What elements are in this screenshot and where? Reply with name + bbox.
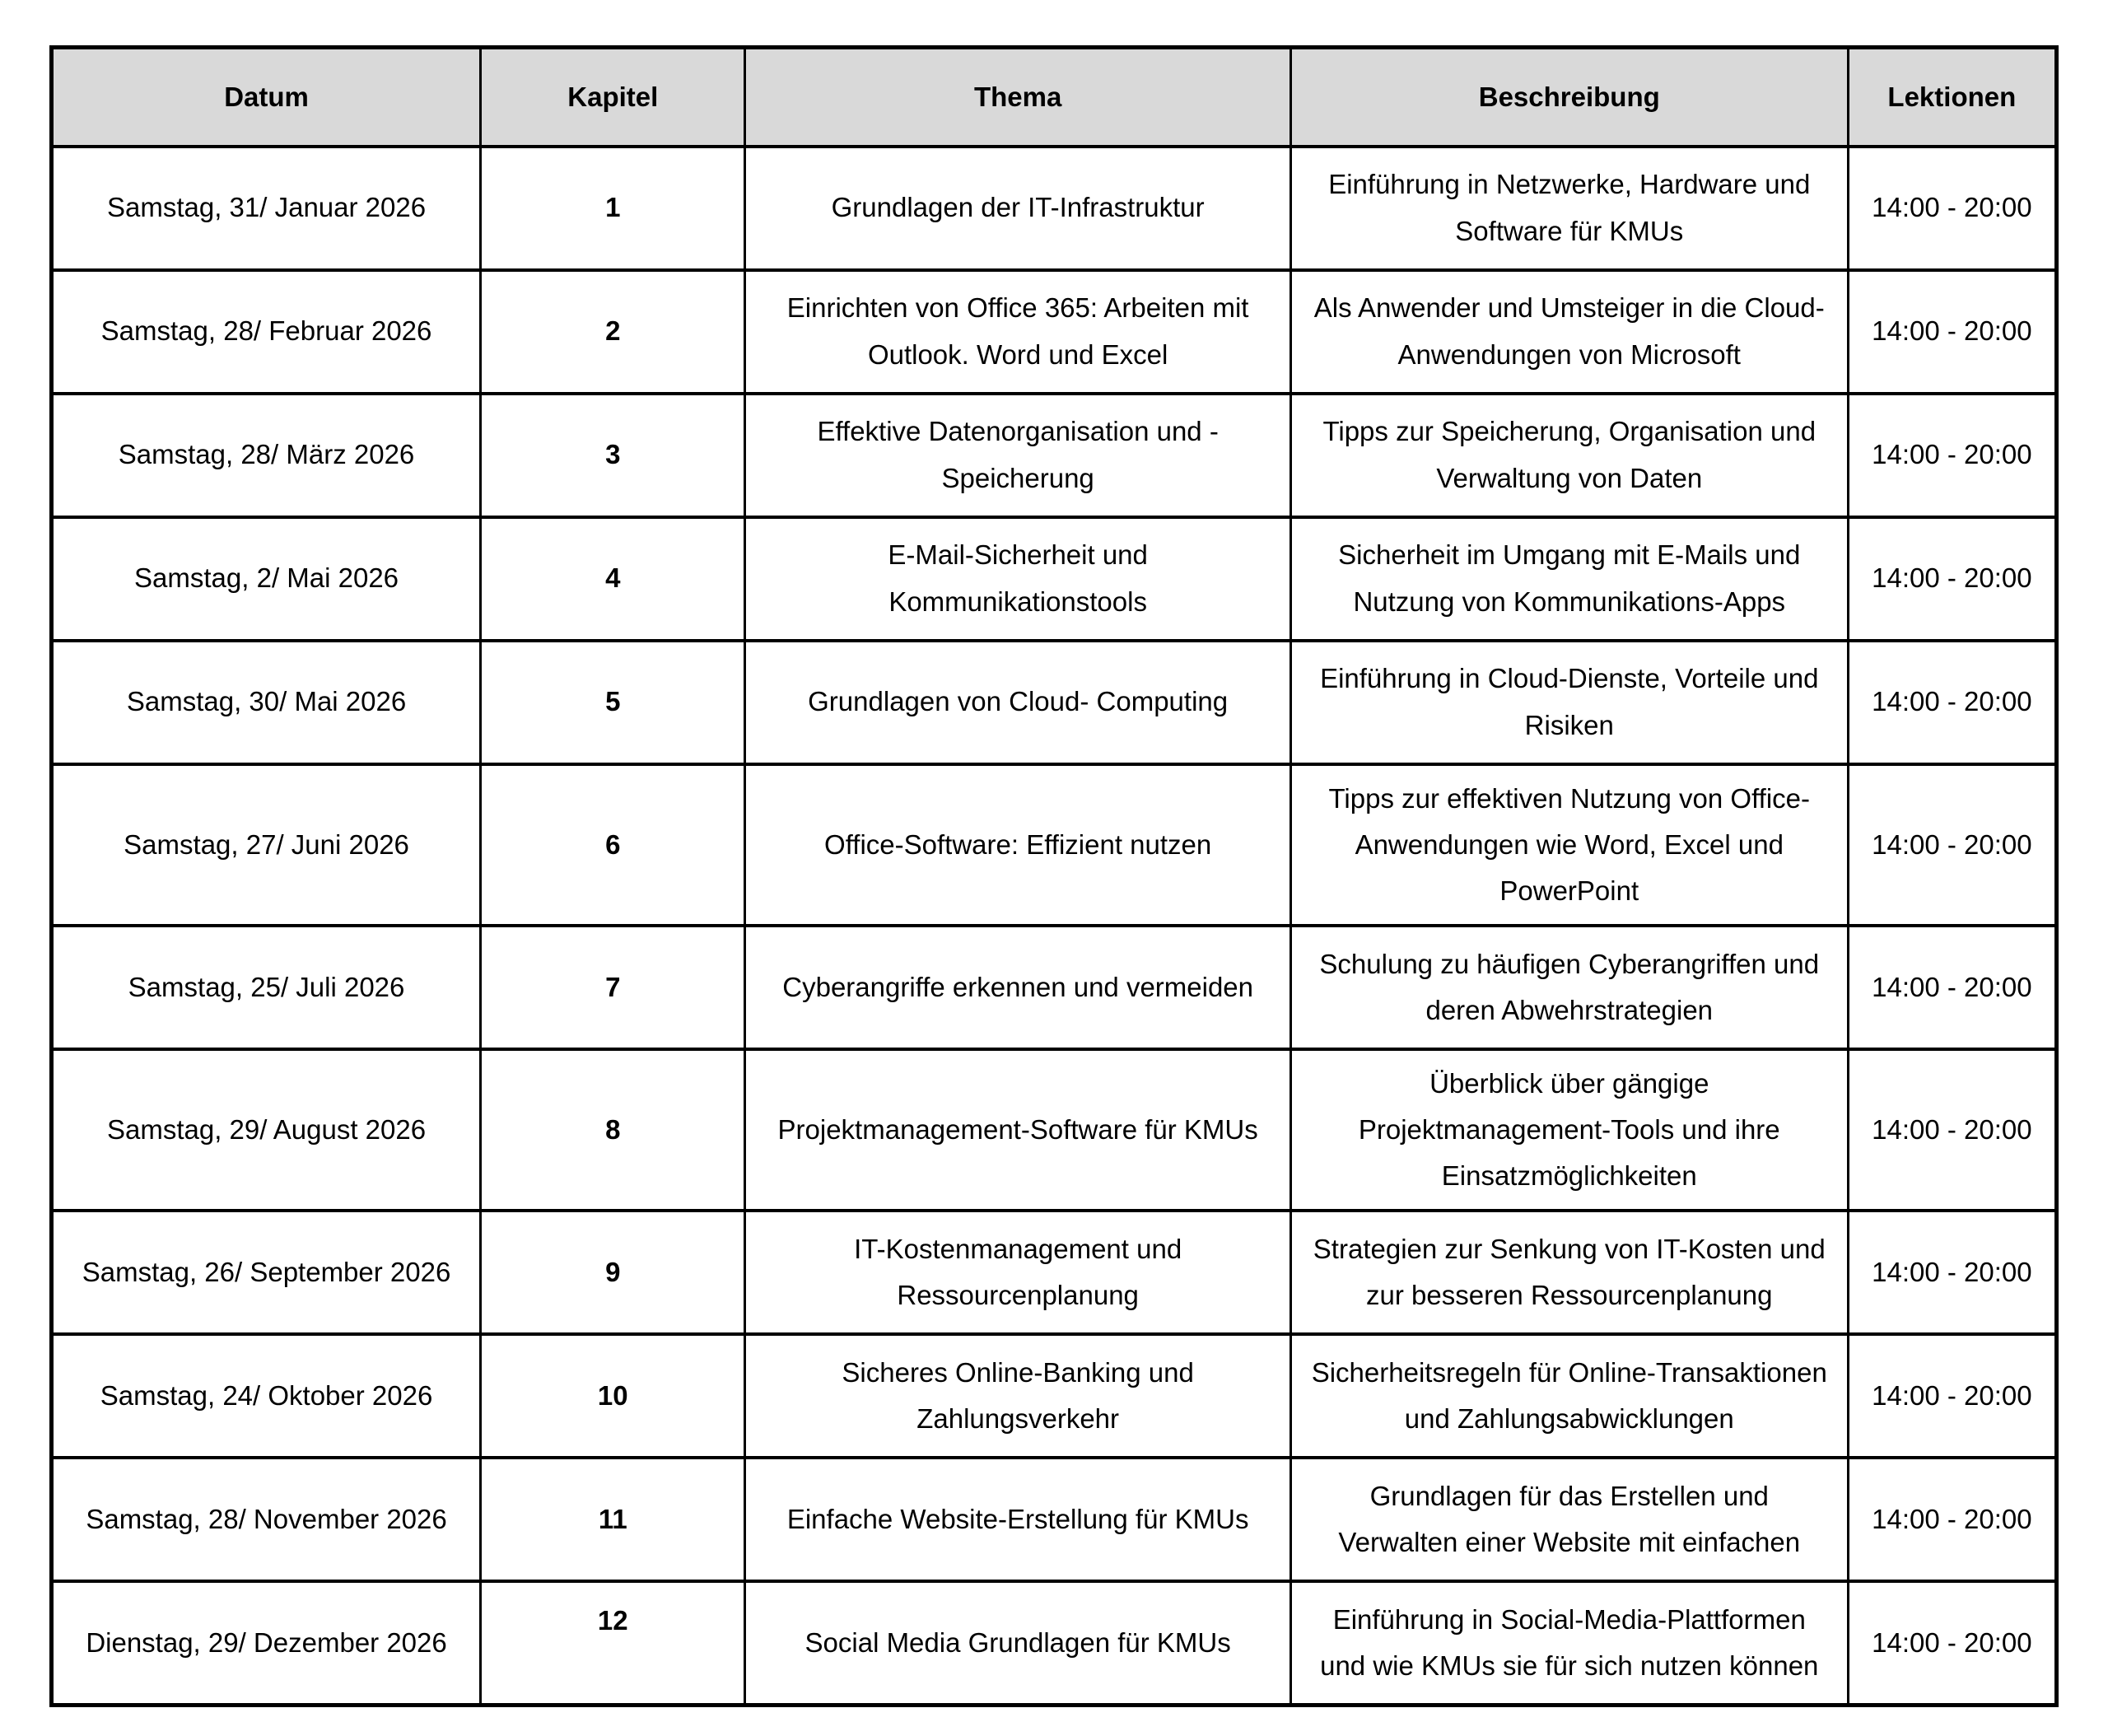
table-row (52, 147, 2057, 270)
column-header-kapitel: Kapitel (481, 48, 745, 147)
cell-beschreibung: Als Anwender und Umsteiger in die Cloud-Anwendungen von Microsoft (1290, 270, 1848, 394)
table-row (52, 1334, 2057, 1458)
cell-kapitel: 3 (481, 394, 745, 517)
table-row (52, 1581, 2057, 1705)
cell-thema: Cyberangriffe erkennen und vermeiden (745, 926, 1290, 1049)
cell-datum: Samstag, 24/ Oktober 2026 (52, 1334, 481, 1458)
cell-thema: Einrichten von Office 365: Arbeiten mit Outlook. Word und Excel (745, 270, 1290, 394)
cell-lektionen: 14:00 - 20:00 (1848, 1334, 2056, 1458)
cell-beschreibung: Tipps zur Speicherung, Organisation und Verwaltung von Daten (1290, 394, 1848, 517)
cell-lektionen: 14:00 - 20:00 (1848, 394, 2056, 517)
cell-datum: Samstag, 26/ September 2026 (52, 1211, 481, 1334)
cell-thema: Grundlagen der IT-Infrastruktur (745, 147, 1290, 270)
table-row (52, 1049, 2057, 1211)
cell-datum: Samstag, 25/ Juli 2026 (52, 926, 481, 1049)
cell-kapitel: 9 (481, 1211, 745, 1334)
cell-thema: Social Media Grundlagen für KMUs (745, 1581, 1290, 1705)
cell-kapitel: 6 (481, 764, 745, 926)
cell-thema: E-Mail-Sicherheit und Kommunikationstools (745, 517, 1290, 641)
cell-beschreibung: Schulung zu häufigen Cyberangriffen und deren Abwehrstrategien (1290, 926, 1848, 1049)
table-row (52, 270, 2057, 394)
cell-lektionen: 14:00 - 20:00 (1848, 270, 2056, 394)
cell-thema: Projektmanagement-Software für KMUs (745, 1049, 1290, 1211)
table-row (52, 926, 2057, 1049)
table-row (52, 394, 2057, 517)
column-header-lektionen: Lektionen (1848, 48, 2056, 147)
cell-thema: Effektive Datenorganisation und - Speicherung (745, 394, 1290, 517)
cell-lektionen: 14:00 - 20:00 (1848, 926, 2056, 1049)
cell-thema: Grundlagen von Cloud- Computing (745, 641, 1290, 764)
cell-lektionen: 14:00 - 20:00 (1848, 641, 2056, 764)
cell-datum: Dienstag, 29/ Dezember 2026 (52, 1581, 481, 1705)
cell-lektionen: 14:00 - 20:00 (1848, 517, 2056, 641)
cell-datum: Samstag, 27/ Juni 2026 (52, 764, 481, 926)
cell-kapitel: 1 (481, 147, 745, 270)
column-header-datum: Datum (52, 48, 481, 147)
cell-thema: Sicheres Online-Banking und Zahlungsverkehr (745, 1334, 1290, 1458)
cell-beschreibung: Einführung in Social-Media-Plattformen und wie KMUs sie für sich nutzen können (1290, 1581, 1848, 1705)
cell-datum: Samstag, 31/ Januar 2026 (52, 147, 481, 270)
cell-datum: Samstag, 29/ August 2026 (52, 1049, 481, 1211)
cell-datum: Samstag, 2/ Mai 2026 (52, 517, 481, 641)
cell-lektionen: 14:00 - 20:00 (1848, 1581, 2056, 1705)
header-row (52, 48, 2057, 147)
cell-kapitel: 12 (481, 1581, 745, 1705)
cell-beschreibung: Sicherheit im Umgang mit E-Mails und Nutzung von Kommunikations-Apps (1290, 517, 1848, 641)
table-row (52, 1211, 2057, 1334)
course-schedule-table (49, 45, 2059, 1707)
cell-beschreibung: Grundlagen für das Erstellen und Verwalten einer Website mit einfachen (1290, 1458, 1848, 1581)
table-row (52, 641, 2057, 764)
cell-datum: Samstag, 30/ Mai 2026 (52, 641, 481, 764)
cell-beschreibung: Einführung in Netzwerke, Hardware und Software für KMUs (1290, 147, 1848, 270)
cell-beschreibung: Strategien zur Senkung von IT-Kosten und zur besseren Ressourcenplanung (1290, 1211, 1848, 1334)
cell-beschreibung: Tipps zur effektiven Nutzung von Office-Anwendungen wie Word, Excel und PowerPoint (1290, 764, 1848, 926)
table-row (52, 1458, 2057, 1581)
column-header-beschreibung: Beschreibung (1290, 48, 1848, 147)
cell-lektionen: 14:00 - 20:00 (1848, 1211, 2056, 1334)
cell-lektionen: 14:00 - 20:00 (1848, 1458, 2056, 1581)
cell-datum: Samstag, 28/ November 2026 (52, 1458, 481, 1581)
cell-kapitel: 4 (481, 517, 745, 641)
table-row (52, 517, 2057, 641)
cell-datum: Samstag, 28/ Februar 2026 (52, 270, 481, 394)
cell-kapitel: 11 (481, 1458, 745, 1581)
cell-lektionen: 14:00 - 20:00 (1848, 764, 2056, 926)
table-row (52, 764, 2057, 926)
cell-kapitel: 8 (481, 1049, 745, 1211)
cell-beschreibung: Überblick über gängige Projektmanagement-Tools und ihre Einsatzmöglichkeiten (1290, 1049, 1848, 1211)
cell-thema: Office-Software: Effizient nutzen (745, 764, 1290, 926)
table-body (52, 147, 2057, 1706)
cell-kapitel: 7 (481, 926, 745, 1049)
cell-datum: Samstag, 28/ März 2026 (52, 394, 481, 517)
cell-kapitel: 10 (481, 1334, 745, 1458)
cell-kapitel: 5 (481, 641, 745, 764)
cell-kapitel: 2 (481, 270, 745, 394)
column-header-thema: Thema (745, 48, 1290, 147)
cell-lektionen: 14:00 - 20:00 (1848, 147, 2056, 270)
cell-beschreibung: Sicherheitsregeln für Online-Transaktionen und Zahlungsabwicklungen (1290, 1334, 1848, 1458)
cell-beschreibung: Einführung in Cloud-Dienste, Vorteile und Risiken (1290, 641, 1848, 764)
cell-thema: IT-Kostenmanagement und Ressourcenplanung (745, 1211, 1290, 1334)
cell-lektionen: 14:00 - 20:00 (1848, 1049, 2056, 1211)
cell-thema: Einfache Website-Erstellung für KMUs (745, 1458, 1290, 1581)
